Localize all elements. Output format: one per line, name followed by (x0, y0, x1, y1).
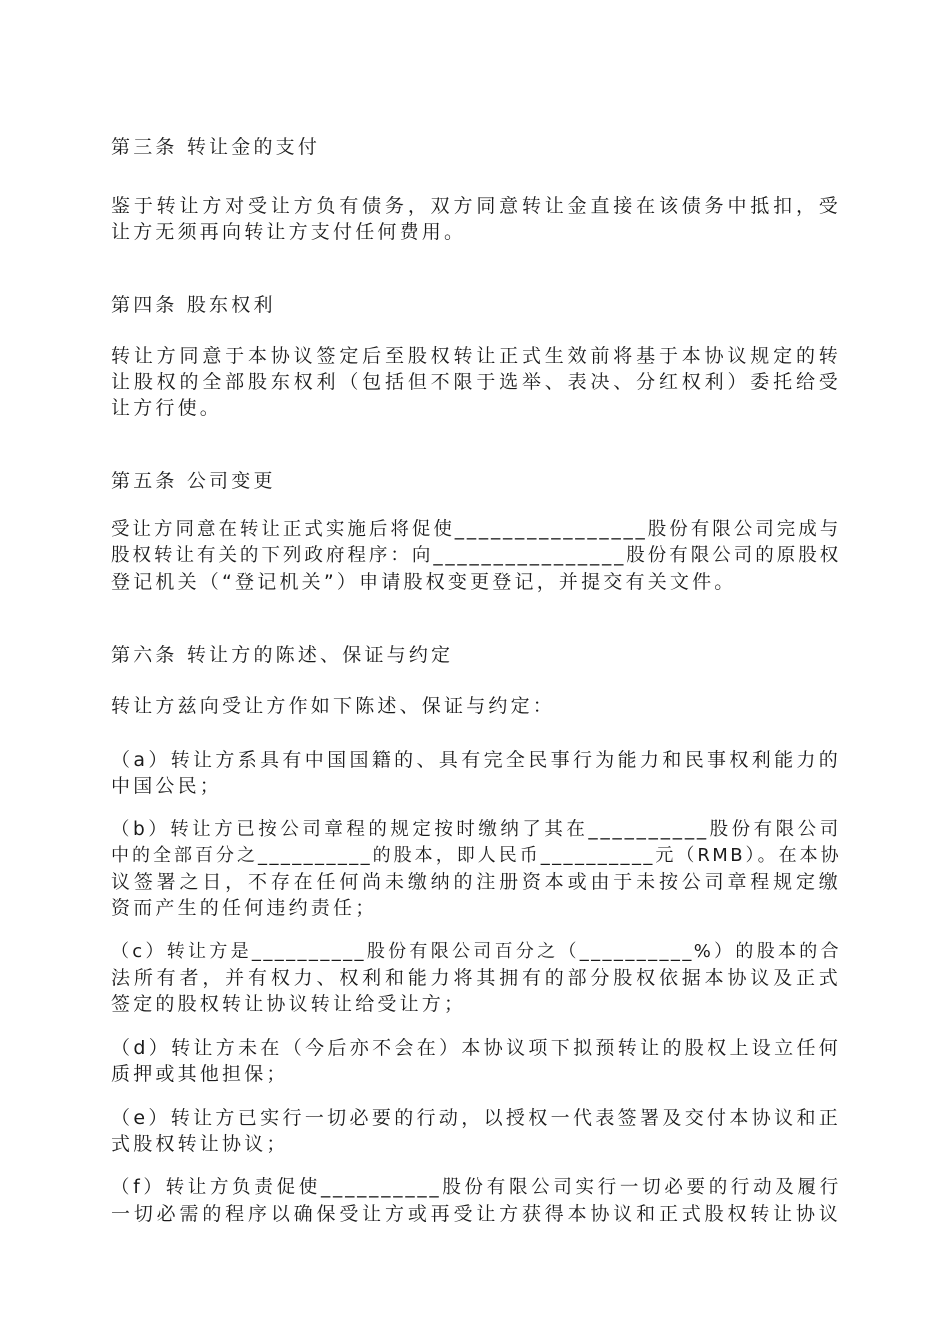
text-line: 受让方同意在转让正式实施后将促使________________股份有限公司完成与 (111, 519, 841, 540)
section-article-5 (111, 467, 841, 496)
section-article-3 (111, 133, 841, 162)
text-line: 转让方兹向受让方作如下陈述、保证与约定： (111, 695, 556, 717)
clause-f (111, 1175, 841, 1227)
section-heading: 第四条 股东权利 (111, 294, 276, 316)
text-line: 式股权转让协议； (111, 1133, 289, 1155)
text-line: 转让方同意于本协议签定后至股权转让正式生效前将基于本协议规定的转 (111, 345, 841, 367)
text-line: （a）转让方系具有中国国籍的、具有完全民事行为能力和民事权利能力的 (111, 749, 841, 771)
text-line: 质押或其他担保； (111, 1063, 289, 1085)
paragraph (111, 343, 841, 421)
section-article-6 (111, 641, 841, 670)
text-line: 签定的股权转让协议转让给受让方； (111, 993, 467, 1015)
clause-b (111, 817, 841, 921)
text-line: 让股权的全部股东权利（包括但不限于选举、表决、分红权利）委托给受 (111, 371, 841, 393)
section-heading: 第三条 转让金的支付 (111, 136, 321, 158)
text-line: （d）转让方未在（今后亦不会在）本协议项下拟预转让的股权上设立任何 (111, 1037, 841, 1059)
text-line: 资而产生的任何违约责任； (111, 897, 378, 919)
clause-a (111, 747, 841, 799)
text-line: 股权转让有关的下列政府程序：向________________股份有限公司的原股权 (111, 545, 841, 566)
clause-c (111, 939, 841, 1017)
text-line: （c）转让方是__________股份有限公司百分之（__________%）的股本的合 (111, 941, 841, 962)
text-line: （e）转让方已实行一切必要的行动，以授权一代表签署及交付本协议和正 (111, 1107, 841, 1129)
text-line: 一切必需的程序以确保受让方或再受让方获得本协议和正式股权转让协议 (111, 1203, 841, 1225)
section-heading: 第六条 转让方的陈述、保证与约定 (111, 644, 454, 666)
text-line: （b）转让方已按公司章程的规定按时缴纳了其在__________股份有限公司 (111, 819, 841, 840)
paragraph (111, 517, 841, 595)
text-line: 法所有者，并有权力、权利和能力将其拥有的部分股权依据本协议及正式 (111, 967, 841, 989)
section-heading: 第五条 公司变更 (111, 470, 276, 492)
text-line: 登记机关（“登记机关”）申请股权变更登记，并提交有关文件。 (111, 571, 737, 593)
clause-d (111, 1035, 841, 1087)
text-line: （f）转让方负责促使__________股份有限公司实行一切必要的行动及履行 (111, 1177, 841, 1198)
paragraph (111, 693, 841, 719)
text-line: 中的全部百分之__________的股本，即人民币__________元（RMB）。在本协 (111, 845, 841, 866)
paragraph (111, 193, 841, 245)
text-line: 让方行使。 (111, 397, 223, 419)
text-line: 让方无须再向转让方支付任何费用。 (111, 221, 467, 243)
text-line: 鉴于转让方对受让方负有债务，双方同意转让金直接在该债务中抵扣，受 (111, 195, 841, 217)
clause-e (111, 1105, 841, 1157)
text-line: 中国公民； (111, 775, 223, 797)
text-line: 议签署之日，不存在任何尚未缴纳的注册资本或由于未按公司章程规定缴 (111, 871, 841, 893)
section-article-4 (111, 291, 841, 320)
